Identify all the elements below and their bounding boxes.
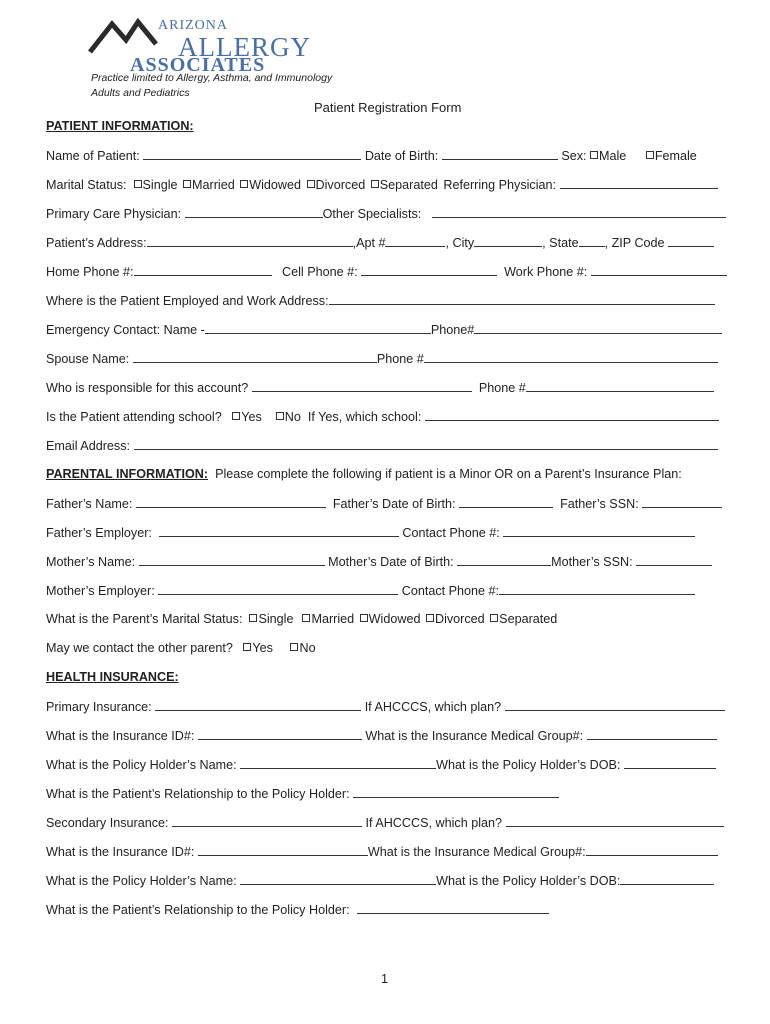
parent-divorced-checkbox[interactable] — [426, 614, 434, 622]
row-secondary-relationship: What is the Patient’s Relationship to the Policy Holder: — [46, 901, 736, 918]
spouse-name-field[interactable] — [133, 350, 377, 363]
email-field[interactable] — [134, 437, 718, 450]
zip-field[interactable] — [668, 234, 714, 247]
mother-name-field[interactable] — [139, 553, 325, 566]
address-field[interactable] — [147, 234, 353, 247]
city-field[interactable] — [474, 234, 542, 247]
patient-dob-field[interactable] — [442, 147, 558, 160]
parent-single-checkbox[interactable] — [249, 614, 257, 622]
primary-insurance-id-field[interactable] — [198, 727, 362, 740]
parent-widowed-checkbox[interactable] — [360, 614, 368, 622]
secondary-insurance-id-field[interactable] — [198, 843, 368, 856]
contact-parent-no-checkbox[interactable] — [290, 643, 298, 651]
parent-separated-checkbox[interactable] — [490, 614, 498, 622]
marital-divorced-checkbox[interactable] — [307, 180, 315, 188]
primary-insurance-field[interactable] — [155, 698, 361, 711]
parent-married-checkbox[interactable] — [302, 614, 310, 622]
row-phones: Home Phone #: Cell Phone #: Work Phone #: — [46, 263, 736, 280]
mother-contact-phone-field[interactable] — [499, 582, 695, 595]
company-logo — [88, 14, 318, 74]
row-father: Father’s Name: Father’s Date of Birth: Father’s SSN: — [46, 495, 736, 512]
row-secondary-ids: What is the Insurance ID#: What is the Insurance Medical Group#: — [46, 843, 736, 860]
emergency-name-field[interactable] — [205, 321, 431, 334]
emergency-phone-field[interactable] — [474, 321, 722, 334]
secondary-medical-group-field[interactable] — [586, 843, 718, 856]
secondary-insurance-field[interactable] — [172, 814, 362, 827]
form-title: Patient Registration Form — [314, 100, 462, 115]
row-parent-marital: What is the Parent’s Marital Status: Single Married Widowed Divorced Separated — [46, 612, 558, 626]
row-primary-relationship: What is the Patient’s Relationship to the Policy Holder: — [46, 785, 736, 802]
other-specialists-field[interactable] — [432, 205, 726, 218]
father-contact-phone-field[interactable] — [503, 524, 695, 537]
primary-care-field[interactable] — [185, 205, 323, 218]
row-mother-employer: Mother’s Employer: Contact Phone #: — [46, 582, 736, 599]
secondary-holder-dob-field[interactable] — [620, 872, 714, 885]
row-primary-holder: What is the Policy Holder’s Name: What is the Policy Holder’s DOB: — [46, 756, 736, 773]
row-responsible: Who is responsible for this account? Phone # — [46, 379, 736, 396]
mountain-logo-icon — [88, 14, 168, 54]
marital-married-checkbox[interactable] — [183, 180, 191, 188]
employer-field[interactable] — [329, 292, 715, 305]
row-address: Patient’s Address: ,Apt # , City , State , ZIP Code — [46, 234, 736, 251]
logo-associates-text: ASSOCIATES — [130, 54, 266, 76]
referring-physician-field[interactable] — [560, 176, 718, 189]
logo-allergy-text: ALLERGY — [178, 32, 311, 62]
primary-relationship-field[interactable] — [353, 785, 559, 798]
row-secondary-insurance: Secondary Insurance: If AHCCCS, which plan? — [46, 814, 736, 831]
row-employer: Where is the Patient Employed and Work Address: — [46, 292, 736, 309]
father-employer-field[interactable] — [159, 524, 399, 537]
school-no-checkbox[interactable] — [276, 412, 284, 420]
apt-field[interactable] — [385, 234, 445, 247]
patient-name-field[interactable] — [143, 147, 361, 160]
sex-male-checkbox[interactable] — [590, 151, 598, 159]
row-mother: Mother’s Name: Mother’s Date of Birth: Mother’s SSN: — [46, 553, 736, 570]
state-field[interactable] — [579, 234, 605, 247]
cell-phone-field[interactable] — [361, 263, 497, 276]
school-name-field[interactable] — [425, 408, 719, 421]
row-father-employer: Father’s Employer: Contact Phone #: — [46, 524, 736, 541]
row-patient-name: Name of Patient: Date of Birth: Sex: Male Female — [46, 149, 697, 163]
marital-separated-checkbox[interactable] — [371, 180, 379, 188]
patient-info-heading: PATIENT INFORMATION: — [46, 119, 194, 133]
secondary-holder-name-field[interactable] — [240, 872, 436, 885]
row-primary-care: Primary Care Physician: Other Specialists: — [46, 205, 736, 222]
secondary-ahcccs-plan-field[interactable] — [506, 814, 724, 827]
responsible-field[interactable] — [252, 379, 472, 392]
parental-info-heading: PARENTAL INFORMATION: Please complete the following if patient is a Minor OR on a Parent’s Insurance Plan: — [46, 467, 682, 481]
father-ssn-field[interactable] — [642, 495, 722, 508]
responsible-phone-field[interactable] — [526, 379, 714, 392]
row-secondary-holder: What is the Policy Holder’s Name: What is the Policy Holder’s DOB: — [46, 872, 736, 889]
row-marital-status: Marital Status: Single Married Widowed Divorced Separated Referring Physician: — [46, 176, 736, 193]
secondary-relationship-field[interactable] — [357, 901, 549, 914]
mother-ssn-field[interactable] — [636, 553, 712, 566]
row-primary-ids: What is the Insurance ID#: What is the Insurance Medical Group#: — [46, 727, 736, 744]
father-dob-field[interactable] — [459, 495, 553, 508]
primary-ahcccs-plan-field[interactable] — [505, 698, 725, 711]
father-name-field[interactable] — [136, 495, 326, 508]
row-contact-other-parent: May we contact the other parent? Yes No — [46, 641, 316, 655]
contact-parent-yes-checkbox[interactable] — [243, 643, 251, 651]
mother-dob-field[interactable] — [457, 553, 551, 566]
home-phone-field[interactable] — [134, 263, 272, 276]
tagline-practice: Practice limited to Allergy, Asthma, and Immunology — [91, 72, 333, 84]
tagline-patients: Adults and Pediatrics — [91, 87, 190, 99]
sex-female-checkbox[interactable] — [646, 151, 654, 159]
primary-holder-dob-field[interactable] — [624, 756, 716, 769]
spouse-phone-field[interactable] — [424, 350, 718, 363]
marital-widowed-checkbox[interactable] — [240, 180, 248, 188]
mother-employer-field[interactable] — [158, 582, 398, 595]
row-email: Email Address: — [46, 437, 736, 454]
row-primary-insurance: Primary Insurance: If AHCCCS, which plan? — [46, 698, 736, 715]
primary-medical-group-field[interactable] — [587, 727, 717, 740]
work-phone-field[interactable] — [591, 263, 727, 276]
marital-single-checkbox[interactable] — [134, 180, 142, 188]
row-emergency-contact: Emergency Contact: Name - Phone# — [46, 321, 736, 338]
school-yes-checkbox[interactable] — [232, 412, 240, 420]
primary-holder-name-field[interactable] — [240, 756, 436, 769]
page-number: 1 — [381, 972, 389, 986]
health-insurance-heading: HEALTH INSURANCE: — [46, 670, 179, 684]
row-spouse: Spouse Name: Phone # — [46, 350, 736, 367]
logo-arizona-text: ARIZONA — [158, 18, 228, 33]
row-school: Is the Patient attending school? Yes No If Yes, which school: — [46, 408, 736, 425]
